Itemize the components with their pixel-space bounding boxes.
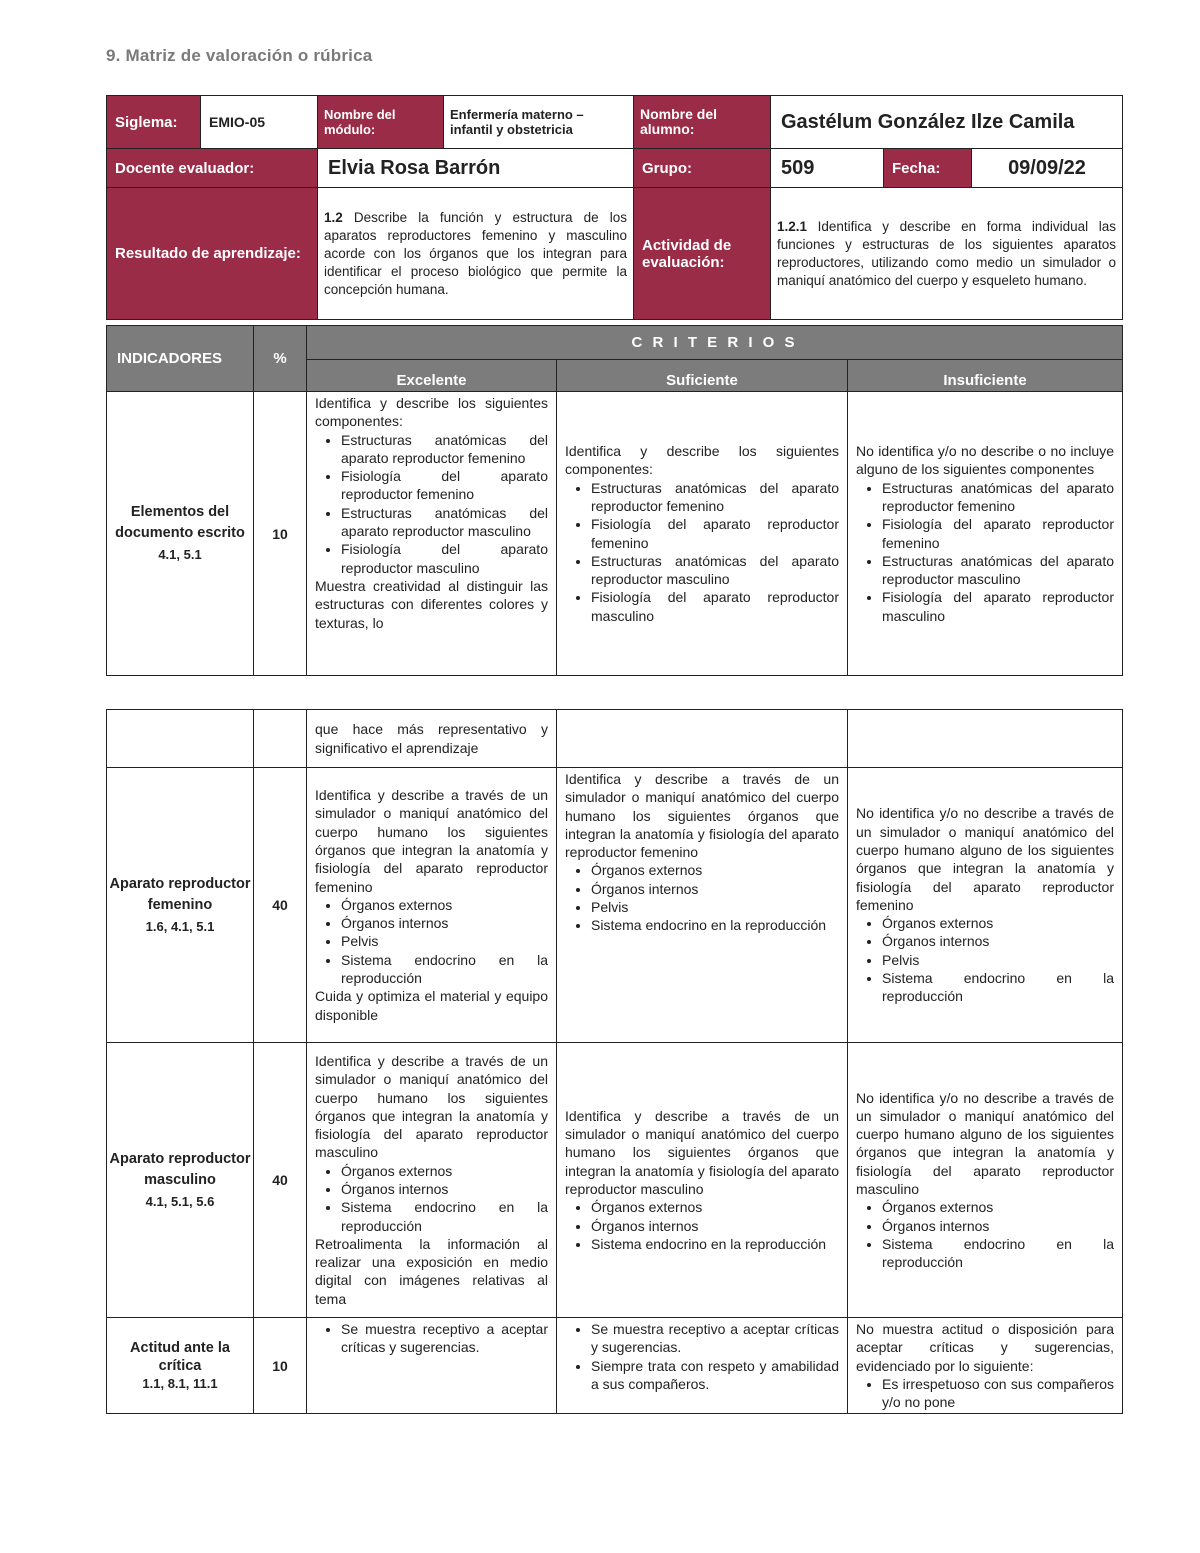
- list-item: • Sistema endocrino en la reproducción: [341, 951, 548, 988]
- group-value: 509: [771, 149, 884, 188]
- cell-intro: Identifica y describe a través de un simulador o maniquí anatómico del cuerpo humano los siguientes órganos que integran la anatomía y fisiología del aparato reproductor femenino: [565, 771, 839, 861]
- excelente-cell: [307, 1043, 557, 1318]
- percent-header: %: [254, 326, 307, 392]
- date-value: 09/09/22: [972, 149, 1123, 188]
- cell-intro: No identifica y/o no describe o no incluye alguno de los siguientes componentes: [856, 443, 1114, 478]
- indicator-actitud: [107, 1318, 254, 1414]
- criteria-list: [315, 1320, 548, 1357]
- percent-value: 40: [254, 768, 307, 1043]
- list-item: • Órganos internos: [341, 914, 548, 932]
- module-value: Enfermería materno – infantil y obstetricia: [444, 96, 634, 149]
- list-item: • Órganos externos: [882, 914, 1114, 932]
- criteria-header: C R I T E R I O S: [307, 326, 1123, 360]
- indicator-codes: 1.1, 8.1, 11.1: [142, 1375, 218, 1391]
- insuficiente-empty: [848, 710, 1123, 768]
- list-item: • Pelvis: [882, 951, 1114, 969]
- suficiente-cell: [557, 768, 848, 1043]
- list-item: • Estructuras anatómicas del aparato reproductor femenino: [341, 431, 548, 468]
- cell-intro: No muestra actitud o disposición para aceptar críticas y sugerencias, evidenciado por lo siguiente:: [856, 1321, 1114, 1374]
- cell-outro: Muestra creatividad al distinguir las estructuras con diferentes colores y texturas, lo: [315, 577, 548, 631]
- cell-intro: No identifica y/o no describe a través de un simulador o maniquí anatómico del cuerpo humano alguno de los siguientes órganos que integran la anatomía y fisiología del aparato reproductor femenino: [856, 805, 1114, 913]
- sigla-value: EMIO-05: [201, 96, 318, 149]
- list-item: • Estructuras anatómicas del aparato reproductor masculino: [341, 504, 548, 541]
- list-item: • Fisiología del aparato reproductor masculino: [591, 588, 839, 625]
- list-item: • Estructuras anatómicas del aparato reproductor femenino: [882, 479, 1114, 516]
- student-label: Nombre del alumno:: [634, 96, 771, 149]
- criteria-list: [856, 914, 1114, 1005]
- suficiente-cell: [557, 392, 848, 676]
- list-item: • Sistema endocrino en la reproducción: [882, 969, 1114, 1006]
- indicator-empty: [107, 710, 254, 768]
- list-item: • Fisiología del aparato reproductor femenino: [341, 467, 548, 504]
- activity-label: Actividad de evaluación:: [634, 188, 771, 320]
- percent-value: 10: [254, 392, 307, 676]
- list-item: • Es irrespetuoso con sus compañeros y/o no pone: [882, 1375, 1114, 1412]
- activity-description: Identifica y describe en forma individual las funciones y estructuras de los siguientes aparatos reproductores, utilizando como medio un simulador o maniquí anatómico del cuerpo y esqueleto humano.: [777, 218, 1116, 288]
- list-item: • Sistema endocrino en la reproducción: [591, 916, 839, 934]
- list-item: • Fisiología del aparato reproductor masculino: [882, 588, 1114, 625]
- list-item: • Órganos externos: [341, 1162, 548, 1180]
- list-item: • Se muestra receptivo a aceptar críticas y sugerencias.: [341, 1320, 548, 1357]
- teacher-value: Elvia Rosa Barrón: [318, 149, 634, 188]
- activity-number: 1.2.1: [777, 218, 808, 234]
- list-item: • Sistema endocrino en la reproducción: [882, 1235, 1114, 1272]
- header-table: [106, 95, 1123, 320]
- cell-intro: Identifica y describe los siguientes componentes:: [565, 443, 839, 478]
- indicator-femenino: [107, 768, 254, 1043]
- insuficiente-cell: [848, 392, 1123, 676]
- list-item: • Siempre trata con respeto y amabilidad a sus compañeros.: [591, 1357, 839, 1394]
- cell-intro: Identifica y describe a través de un simulador o maniquí anatómico del cuerpo humano los siguientes órganos que integran la anatomía y fisiología del aparato reproductor masculino: [315, 1052, 548, 1161]
- indicator-codes: 4.1, 5.1: [158, 547, 202, 562]
- list-item: • Órganos internos: [591, 880, 839, 898]
- module-label: Nombre del módulo:: [318, 96, 444, 149]
- criteria-list: [315, 896, 548, 987]
- insuficiente-cell: [848, 1318, 1123, 1414]
- list-item: • Órganos externos: [341, 896, 548, 914]
- suficiente-empty: [557, 710, 848, 768]
- criteria-list: [856, 1375, 1114, 1412]
- list-item: • Órganos internos: [341, 1180, 548, 1198]
- teacher-label: Docente evaluador:: [107, 149, 318, 188]
- percent-empty: [254, 710, 307, 768]
- insuficiente-header: Insuficiente: [848, 360, 1123, 392]
- excelente-cell: [307, 1318, 557, 1414]
- cell-outro: Retroalimenta la información al realizar una exposición en medio digital con imágenes relativas al tema: [315, 1235, 548, 1307]
- result-number: 1.2: [324, 209, 343, 225]
- cell-intro: No identifica y/o no describe a través de un simulador o maniquí anatómico del cuerpo humano alguno de los siguientes órganos que integran la anatomía y fisiología del aparato reproductor masculino: [856, 1089, 1114, 1197]
- result-label: Resultado de aprendizaje:: [107, 188, 318, 320]
- excelente-cell: [307, 768, 557, 1043]
- indicator-name: Actitud ante la crítica: [130, 1339, 230, 1374]
- criteria-list: [565, 1320, 839, 1393]
- list-item: • Órganos externos: [882, 1198, 1114, 1216]
- list-item: • Se muestra receptivo a aceptar críticas y sugerencias.: [591, 1320, 839, 1357]
- rubric-table-1: [106, 325, 1123, 676]
- suficiente-cell: [557, 1318, 848, 1414]
- cell-outro: Cuida y optimiza el material y equipo disponible: [315, 988, 548, 1023]
- list-item: • Fisiología del aparato reproductor masculino: [341, 540, 548, 577]
- insuficiente-cell: [848, 1043, 1123, 1318]
- list-item: • Sistema endocrino en la reproducción: [341, 1198, 548, 1235]
- cell-intro: Identifica y describe los siguientes componentes:: [315, 395, 548, 430]
- indicator-codes: 1.6, 4.1, 5.1: [145, 918, 215, 934]
- criteria-list: [315, 1162, 548, 1235]
- criteria-list: [856, 479, 1114, 625]
- indicator-name: Elementos del documento escrito: [115, 504, 245, 541]
- criteria-list: [565, 479, 839, 625]
- list-item: • Pelvis: [591, 898, 839, 916]
- excelente-cell-continued: que hace más representativo y significativo el aprendizaje: [307, 710, 557, 768]
- list-item: • Estructuras anatómicas del aparato reproductor masculino: [882, 552, 1114, 589]
- list-item: • Órganos externos: [591, 861, 839, 879]
- list-item: • Órganos internos: [591, 1217, 839, 1235]
- percent-value: 40: [254, 1043, 307, 1318]
- suficiente-cell: [557, 1043, 848, 1318]
- indicator-documento: [107, 392, 254, 676]
- result-text: [318, 188, 634, 320]
- criteria-list: [565, 861, 839, 934]
- list-item: • Estructuras anatómicas del aparato reproductor masculino: [591, 552, 839, 589]
- list-item: • Pelvis: [341, 932, 548, 950]
- list-item: • Fisiología del aparato reproductor femenino: [591, 515, 839, 552]
- suficiente-header: Suficiente: [557, 360, 848, 392]
- cell-intro: Identifica y describe a través de un simulador o maniquí anatómico del cuerpo humano los siguientes órganos que integran la anatomía y fisiología del aparato reproductor masculino: [565, 1107, 839, 1197]
- indicator-codes: 4.1, 5.1, 5.6: [145, 1193, 215, 1209]
- percent-value: 10: [254, 1318, 307, 1414]
- indicators-header: INDICADORES: [107, 326, 254, 392]
- insuficiente-cell: [848, 768, 1123, 1043]
- criteria-list: [856, 1198, 1114, 1271]
- cell-intro: Identifica y describe a través de un simulador o maniquí anatómico del cuerpo humano los siguientes órganos que integran la anatomía y fisiología del aparato reproductor femenino: [315, 787, 548, 895]
- indicator-name: Aparato reproductor femenino: [109, 875, 251, 913]
- list-item: • Fisiología del aparato reproductor femenino: [882, 515, 1114, 552]
- indicator-masculino: [107, 1043, 254, 1318]
- list-item: • Órganos externos: [591, 1198, 839, 1216]
- sigla-label: Siglema:: [107, 96, 201, 149]
- excelente-cell: [307, 392, 557, 676]
- list-item: • Sistema endocrino en la reproducción: [591, 1235, 839, 1253]
- list-item: • Órganos internos: [882, 932, 1114, 950]
- student-value: Gastélum González Ilze Camila: [771, 96, 1123, 149]
- excelente-header: Excelente: [307, 360, 557, 392]
- criteria-list: [315, 431, 548, 577]
- group-label: Grupo:: [634, 149, 771, 188]
- result-description: Describe la función y estructura de los aparatos reproductores femenino y masculino acorde con los órganos que los integran para identificar el proceso biológico que permite la concepción humana.: [324, 209, 627, 297]
- list-item: • Órganos internos: [882, 1217, 1114, 1235]
- list-item: • Estructuras anatómicas del aparato reproductor femenino: [591, 479, 839, 516]
- date-label: Fecha:: [884, 149, 972, 188]
- rubric-table-2: [106, 709, 1123, 1414]
- indicator-name: Aparato reproductor masculino: [109, 1150, 251, 1188]
- criteria-list: [565, 1198, 839, 1253]
- section-title: 9. Matriz de valoración o rúbrica: [106, 46, 373, 65]
- activity-text: [771, 188, 1123, 320]
